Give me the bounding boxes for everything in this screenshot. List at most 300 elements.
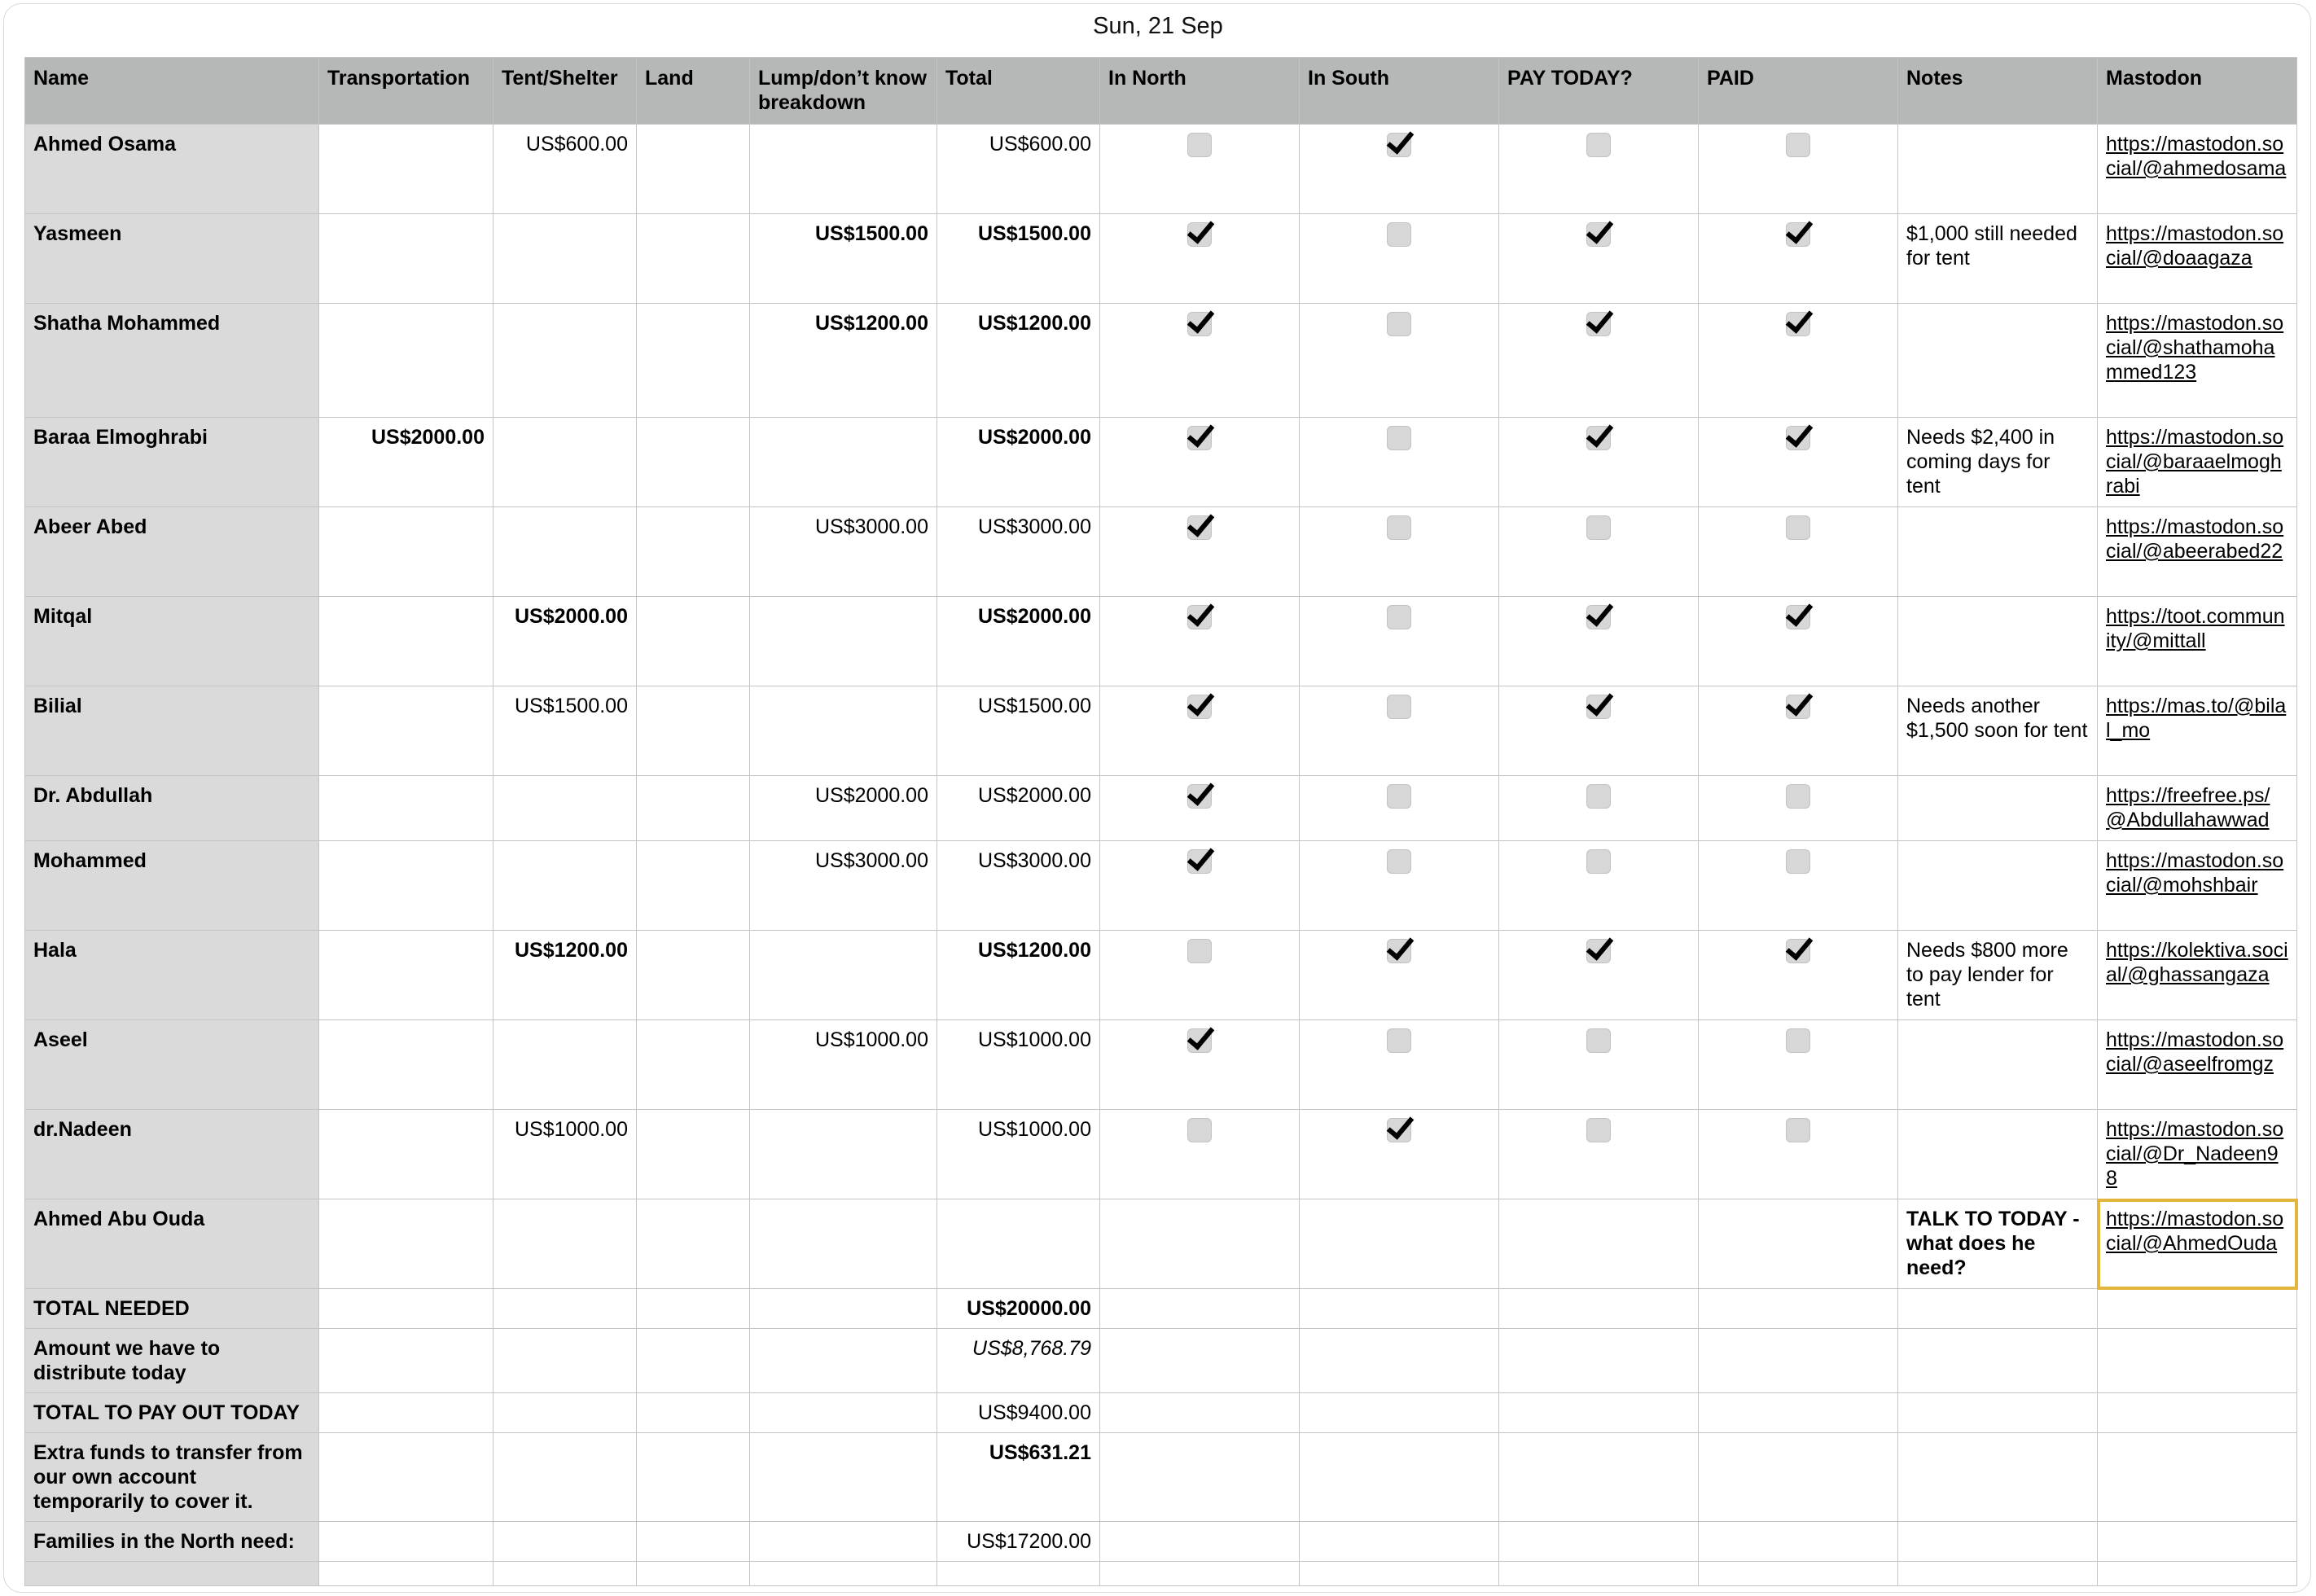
- checkbox-paid[interactable]: [1786, 939, 1810, 963]
- header-name[interactable]: Name: [25, 58, 319, 125]
- checkbox-paid[interactable]: [1786, 133, 1810, 157]
- empty-cell[interactable]: [637, 1522, 750, 1562]
- cell-lump[interactable]: [750, 1110, 937, 1199]
- empty-cell[interactable]: [637, 1562, 750, 1586]
- checkbox-in-south[interactable]: [1387, 605, 1411, 629]
- empty-cell[interactable]: [319, 1289, 493, 1329]
- cell-transportation[interactable]: [319, 686, 493, 776]
- cell-transportation[interactable]: [319, 304, 493, 418]
- cell-transportation[interactable]: US$2000.00: [319, 418, 493, 507]
- empty-cell[interactable]: [637, 1433, 750, 1522]
- cell-name[interactable]: Ahmed Osama: [25, 125, 319, 214]
- mastodon-link[interactable]: https://mastodon.social/@doaagaza: [2106, 222, 2284, 270]
- summary-value[interactable]: US$20000.00: [937, 1289, 1100, 1329]
- checkbox-in-north[interactable]: [1187, 222, 1212, 247]
- checkbox-in-north[interactable]: [1187, 605, 1212, 629]
- cell-in-north[interactable]: [1100, 1020, 1300, 1110]
- cell-notes[interactable]: [1898, 841, 2098, 931]
- cell-in-north[interactable]: [1100, 304, 1300, 418]
- checkbox-pay-today[interactable]: [1586, 1118, 1611, 1142]
- checkbox-pay-today[interactable]: [1586, 426, 1611, 450]
- empty-cell[interactable]: [750, 1522, 937, 1562]
- cell-paid[interactable]: [1699, 597, 1898, 686]
- cell-in-north[interactable]: [1100, 841, 1300, 931]
- header-in-south[interactable]: In South: [1300, 58, 1499, 125]
- empty-cell[interactable]: [2098, 1562, 2297, 1586]
- header-pay-today[interactable]: PAY TODAY?: [1499, 58, 1699, 125]
- empty-cell[interactable]: [319, 1329, 493, 1393]
- empty-cell[interactable]: [1699, 1433, 1898, 1522]
- mastodon-link[interactable]: https://kolektiva.social/@ghassangaza: [2106, 939, 2288, 986]
- empty-cell[interactable]: [1300, 1393, 1499, 1433]
- cell-in-north[interactable]: [1100, 1110, 1300, 1199]
- cell-pay-today[interactable]: [1499, 597, 1699, 686]
- checkbox-pay-today[interactable]: [1586, 784, 1611, 809]
- checkbox-in-north[interactable]: [1187, 426, 1212, 450]
- cell-in-north[interactable]: [1100, 507, 1300, 597]
- empty-cell[interactable]: [1100, 1562, 1300, 1586]
- cell-lump[interactable]: US$1000.00: [750, 1020, 937, 1110]
- cell-pay-today[interactable]: [1499, 507, 1699, 597]
- checkbox-in-south[interactable]: [1387, 133, 1411, 157]
- cell-transportation[interactable]: [319, 214, 493, 304]
- cell-mastodon[interactable]: [2098, 1110, 2297, 1199]
- cell-lump[interactable]: US$3000.00: [750, 841, 937, 931]
- empty-cell[interactable]: [319, 1522, 493, 1562]
- cell-in-north[interactable]: [1100, 214, 1300, 304]
- empty-cell[interactable]: [750, 1433, 937, 1522]
- empty-cell[interactable]: [1499, 1393, 1699, 1433]
- cell-paid[interactable]: [1699, 841, 1898, 931]
- cell-in-south[interactable]: [1300, 686, 1499, 776]
- cell-in-south[interactable]: [1300, 1110, 1499, 1199]
- cell-paid[interactable]: [1699, 304, 1898, 418]
- cell-pay-today[interactable]: [1499, 776, 1699, 841]
- cell-land[interactable]: [637, 304, 750, 418]
- checkbox-paid[interactable]: [1786, 1118, 1810, 1142]
- cell-pay-today[interactable]: [1499, 1199, 1699, 1289]
- summary-value[interactable]: US$631.21: [937, 1433, 1100, 1522]
- checkbox-in-north[interactable]: [1187, 784, 1212, 809]
- checkbox-paid[interactable]: [1786, 605, 1810, 629]
- cell-in-south[interactable]: [1300, 597, 1499, 686]
- cell-notes[interactable]: [1898, 597, 2098, 686]
- cell-notes[interactable]: [1898, 776, 2098, 841]
- empty-cell[interactable]: [1699, 1329, 1898, 1393]
- mastodon-link[interactable]: https://mastodon.social/@Dr_Nadeen98: [2106, 1118, 2284, 1190]
- cell-paid[interactable]: [1699, 931, 1898, 1020]
- cell-land[interactable]: [637, 776, 750, 841]
- checkbox-in-north[interactable]: [1187, 1028, 1212, 1053]
- cell-pay-today[interactable]: [1499, 214, 1699, 304]
- header-paid[interactable]: PAID: [1699, 58, 1898, 125]
- cell-land[interactable]: [637, 214, 750, 304]
- mastodon-link[interactable]: https://mas.to/@bilal_mo: [2106, 695, 2287, 742]
- cell-name[interactable]: Mohammed: [25, 841, 319, 931]
- empty-cell[interactable]: [493, 1433, 637, 1522]
- cell-total[interactable]: US$3000.00: [937, 507, 1100, 597]
- cell-in-south[interactable]: [1300, 1020, 1499, 1110]
- checkbox-in-north[interactable]: [1187, 695, 1212, 719]
- empty-cell[interactable]: [1898, 1522, 2098, 1562]
- cell-in-south[interactable]: [1300, 214, 1499, 304]
- mastodon-link[interactable]: https://mastodon.social/@mohshbair: [2106, 849, 2284, 897]
- cell-transportation[interactable]: [319, 776, 493, 841]
- header-transportation[interactable]: Transportation: [319, 58, 493, 125]
- checkbox-in-north[interactable]: [1187, 312, 1212, 336]
- cell-pay-today[interactable]: [1499, 1020, 1699, 1110]
- empty-cell[interactable]: [750, 1329, 937, 1393]
- cell-tent[interactable]: [493, 841, 637, 931]
- cell-name[interactable]: Shatha Mohammed: [25, 304, 319, 418]
- empty-cell[interactable]: [2098, 1433, 2297, 1522]
- cell-paid[interactable]: [1699, 1020, 1898, 1110]
- cell-lump[interactable]: [750, 418, 937, 507]
- empty-cell[interactable]: [1898, 1289, 2098, 1329]
- cell-mastodon[interactable]: [2098, 125, 2297, 214]
- cell-transportation[interactable]: [319, 931, 493, 1020]
- cell-name[interactable]: dr.Nadeen: [25, 1110, 319, 1199]
- cell-notes[interactable]: [1898, 304, 2098, 418]
- cell-lump[interactable]: US$3000.00: [750, 507, 937, 597]
- cell-tent[interactable]: [493, 214, 637, 304]
- cell-paid[interactable]: [1699, 418, 1898, 507]
- cell-paid[interactable]: [1699, 125, 1898, 214]
- checkbox-in-north[interactable]: [1187, 849, 1212, 874]
- checkbox-pay-today[interactable]: [1586, 605, 1611, 629]
- summary-value[interactable]: US$9400.00: [937, 1393, 1100, 1433]
- cell-name[interactable]: Yasmeen: [25, 214, 319, 304]
- empty-cell[interactable]: [319, 1393, 493, 1433]
- summary-label[interactable]: Amount we have to distribute today: [25, 1329, 319, 1393]
- mastodon-link[interactable]: https://mastodon.social/@aseelfromgz: [2106, 1028, 2284, 1076]
- cell-mastodon[interactable]: [2098, 931, 2297, 1020]
- cell-land[interactable]: [637, 125, 750, 214]
- checkbox-in-south[interactable]: [1387, 784, 1411, 809]
- cell-total[interactable]: [937, 1199, 1100, 1289]
- empty-cell[interactable]: [1100, 1329, 1300, 1393]
- empty-cell[interactable]: [1699, 1393, 1898, 1433]
- checkbox-in-north[interactable]: [1187, 939, 1212, 963]
- checkbox-pay-today[interactable]: [1586, 849, 1611, 874]
- cell-total[interactable]: US$2000.00: [937, 776, 1100, 841]
- cell-lump[interactable]: [750, 931, 937, 1020]
- cell-transportation[interactable]: [319, 1020, 493, 1110]
- cell-mastodon[interactable]: [2098, 776, 2297, 841]
- checkbox-paid[interactable]: [1786, 695, 1810, 719]
- checkbox-in-south[interactable]: [1387, 1028, 1411, 1053]
- cell-paid[interactable]: [1699, 507, 1898, 597]
- checkbox-paid[interactable]: [1786, 312, 1810, 336]
- cell-notes[interactable]: [1898, 1110, 2098, 1199]
- empty-cell[interactable]: [750, 1289, 937, 1329]
- cell-in-north[interactable]: [1100, 931, 1300, 1020]
- cell-name[interactable]: Mitqal: [25, 597, 319, 686]
- header-tent-shelter[interactable]: Tent/Shelter: [493, 58, 637, 125]
- empty-cell[interactable]: [637, 1393, 750, 1433]
- cell-in-north[interactable]: [1100, 686, 1300, 776]
- cell-in-north[interactable]: [1100, 597, 1300, 686]
- cell-tent[interactable]: US$600.00: [493, 125, 637, 214]
- cell-notes[interactable]: [1898, 125, 2098, 214]
- header-land[interactable]: Land: [637, 58, 750, 125]
- cell-total[interactable]: US$1200.00: [937, 931, 1100, 1020]
- checkbox-in-north[interactable]: [1187, 515, 1212, 540]
- checkbox-paid[interactable]: [1786, 515, 1810, 540]
- cell-total[interactable]: US$1000.00: [937, 1020, 1100, 1110]
- cell-mastodon[interactable]: [2098, 686, 2297, 776]
- cell-notes[interactable]: [1898, 1020, 2098, 1110]
- cell-tent[interactable]: [493, 304, 637, 418]
- cell-in-south[interactable]: [1300, 304, 1499, 418]
- empty-cell[interactable]: [1499, 1522, 1699, 1562]
- checkbox-pay-today[interactable]: [1586, 515, 1611, 540]
- checkbox-paid[interactable]: [1786, 849, 1810, 874]
- cell-tent[interactable]: US$1200.00: [493, 931, 637, 1020]
- cell-total[interactable]: US$1200.00: [937, 304, 1100, 418]
- empty-cell[interactable]: [1300, 1522, 1499, 1562]
- cell-total[interactable]: US$1500.00: [937, 686, 1100, 776]
- checkbox-in-south[interactable]: [1387, 1118, 1411, 1142]
- cell-tent[interactable]: US$2000.00: [493, 597, 637, 686]
- header-notes[interactable]: Notes: [1898, 58, 2098, 125]
- empty-cell[interactable]: [1898, 1433, 2098, 1522]
- cell-in-south[interactable]: [1300, 125, 1499, 214]
- cell-transportation[interactable]: [319, 841, 493, 931]
- checkbox-pay-today[interactable]: [1586, 133, 1611, 157]
- empty-cell[interactable]: [1100, 1289, 1300, 1329]
- empty-cell[interactable]: [493, 1562, 637, 1586]
- cell-land[interactable]: [637, 686, 750, 776]
- cell-total[interactable]: US$2000.00: [937, 418, 1100, 507]
- empty-cell[interactable]: [937, 1562, 1100, 1586]
- cell-in-south[interactable]: [1300, 931, 1499, 1020]
- cell-pay-today[interactable]: [1499, 304, 1699, 418]
- empty-cell[interactable]: [1499, 1329, 1699, 1393]
- header-mastodon[interactable]: Mastodon: [2098, 58, 2297, 125]
- cell-mastodon[interactable]: [2098, 214, 2297, 304]
- cell-paid[interactable]: [1699, 776, 1898, 841]
- cell-pay-today[interactable]: [1499, 1110, 1699, 1199]
- cell-lump[interactable]: [750, 597, 937, 686]
- cell-tent[interactable]: US$1000.00: [493, 1110, 637, 1199]
- cell-name[interactable]: Baraa Elmoghrabi: [25, 418, 319, 507]
- empty-cell[interactable]: [1300, 1289, 1499, 1329]
- cell-mastodon[interactable]: [2098, 418, 2297, 507]
- empty-cell[interactable]: [493, 1329, 637, 1393]
- cell-mastodon[interactable]: [2098, 507, 2297, 597]
- cell-in-south[interactable]: [1300, 507, 1499, 597]
- checkbox-in-south[interactable]: [1387, 515, 1411, 540]
- empty-cell[interactable]: [1499, 1562, 1699, 1586]
- checkbox-paid[interactable]: [1786, 426, 1810, 450]
- cell-land[interactable]: [637, 841, 750, 931]
- empty-cell[interactable]: [319, 1433, 493, 1522]
- mastodon-link[interactable]: https://mastodon.social/@ahmedosama: [2106, 133, 2287, 180]
- cell-total[interactable]: US$1500.00: [937, 214, 1100, 304]
- cell-notes[interactable]: Needs $2,400 in coming days for tent: [1898, 418, 2098, 507]
- cell-name[interactable]: Abeer Abed: [25, 507, 319, 597]
- cell-land[interactable]: [637, 418, 750, 507]
- checkbox-in-north[interactable]: [1187, 1118, 1212, 1142]
- cell-pay-today[interactable]: [1499, 686, 1699, 776]
- checkbox-pay-today[interactable]: [1586, 1028, 1611, 1053]
- header-lump[interactable]: Lump/don’t know breakdown: [750, 58, 937, 125]
- cell-lump[interactable]: [750, 1199, 937, 1289]
- mastodon-link[interactable]: https://mastodon.social/@abeerabed22: [2106, 515, 2284, 563]
- empty-cell[interactable]: [2098, 1329, 2297, 1393]
- cell-transportation[interactable]: [319, 597, 493, 686]
- empty-cell[interactable]: [319, 1562, 493, 1586]
- empty-cell[interactable]: [1100, 1522, 1300, 1562]
- empty-cell[interactable]: [2098, 1522, 2297, 1562]
- cell-transportation[interactable]: [319, 1110, 493, 1199]
- checkbox-in-south[interactable]: [1387, 849, 1411, 874]
- empty-cell[interactable]: [750, 1562, 937, 1586]
- mastodon-link[interactable]: https://toot.community/@mittall: [2106, 605, 2285, 652]
- cell-name-empty[interactable]: [25, 1562, 319, 1586]
- cell-name[interactable]: Aseel: [25, 1020, 319, 1110]
- cell-land[interactable]: [637, 931, 750, 1020]
- empty-cell[interactable]: [1699, 1289, 1898, 1329]
- cell-tent[interactable]: [493, 1020, 637, 1110]
- cell-land[interactable]: [637, 1110, 750, 1199]
- empty-cell[interactable]: [493, 1522, 637, 1562]
- cell-tent[interactable]: [493, 776, 637, 841]
- cell-tent[interactable]: [493, 1199, 637, 1289]
- empty-cell[interactable]: [493, 1393, 637, 1433]
- mastodon-link[interactable]: https://mastodon.social/@AhmedOuda: [2106, 1208, 2284, 1255]
- cell-name[interactable]: Ahmed Abu Ouda: [25, 1199, 319, 1289]
- checkbox-in-north[interactable]: [1187, 133, 1212, 157]
- empty-cell[interactable]: [1499, 1289, 1699, 1329]
- mastodon-link[interactable]: https://mastodon.social/@shathamohammed123: [2106, 312, 2284, 384]
- empty-cell[interactable]: [1898, 1329, 2098, 1393]
- empty-cell[interactable]: [2098, 1393, 2297, 1433]
- checkbox-in-south[interactable]: [1387, 695, 1411, 719]
- checkbox-in-south[interactable]: [1387, 222, 1411, 247]
- cell-total[interactable]: US$3000.00: [937, 841, 1100, 931]
- cell-lump[interactable]: US$2000.00: [750, 776, 937, 841]
- empty-cell[interactable]: [1898, 1562, 2098, 1586]
- cell-notes[interactable]: $1,000 still needed for tent: [1898, 214, 2098, 304]
- cell-total[interactable]: US$2000.00: [937, 597, 1100, 686]
- empty-cell[interactable]: [1699, 1522, 1898, 1562]
- cell-land[interactable]: [637, 1199, 750, 1289]
- cell-mastodon[interactable]: [2098, 304, 2297, 418]
- cell-mastodon[interactable]: [2098, 841, 2297, 931]
- summary-label[interactable]: TOTAL TO PAY OUT TODAY: [25, 1393, 319, 1433]
- checkbox-in-south[interactable]: [1387, 312, 1411, 336]
- cell-lump[interactable]: [750, 125, 937, 214]
- empty-cell[interactable]: [637, 1329, 750, 1393]
- checkbox-pay-today[interactable]: [1586, 312, 1611, 336]
- empty-cell[interactable]: [1699, 1562, 1898, 1586]
- cell-lump[interactable]: US$1200.00: [750, 304, 937, 418]
- cell-pay-today[interactable]: [1499, 931, 1699, 1020]
- empty-cell[interactable]: [637, 1289, 750, 1329]
- empty-cell[interactable]: [493, 1289, 637, 1329]
- empty-cell[interactable]: [1100, 1393, 1300, 1433]
- cell-total[interactable]: US$1000.00: [937, 1110, 1100, 1199]
- checkbox-paid[interactable]: [1786, 1028, 1810, 1053]
- cell-total[interactable]: US$600.00: [937, 125, 1100, 214]
- cell-pay-today[interactable]: [1499, 418, 1699, 507]
- cell-name[interactable]: Bilial: [25, 686, 319, 776]
- empty-cell[interactable]: [1100, 1433, 1300, 1522]
- empty-cell[interactable]: [1300, 1329, 1499, 1393]
- checkbox-pay-today[interactable]: [1586, 222, 1611, 247]
- cell-in-north[interactable]: [1100, 418, 1300, 507]
- cell-name[interactable]: Hala: [25, 931, 319, 1020]
- checkbox-paid[interactable]: [1786, 784, 1810, 809]
- cell-in-south[interactable]: [1300, 1199, 1499, 1289]
- cell-notes[interactable]: [1898, 507, 2098, 597]
- cell-in-north[interactable]: [1100, 776, 1300, 841]
- checkbox-in-south[interactable]: [1387, 426, 1411, 450]
- summary-label[interactable]: Families in the North need:: [25, 1522, 319, 1562]
- cell-notes[interactable]: Needs another $1,500 soon for tent: [1898, 686, 2098, 776]
- checkbox-in-south[interactable]: [1387, 939, 1411, 963]
- cell-tent[interactable]: US$1500.00: [493, 686, 637, 776]
- summary-value[interactable]: US$8,768.79: [937, 1329, 1100, 1393]
- mastodon-link[interactable]: https://freefree.ps/@Abdullahawwad: [2106, 784, 2270, 831]
- cell-mastodon[interactable]: [2098, 1020, 2297, 1110]
- cell-lump[interactable]: US$1500.00: [750, 214, 937, 304]
- cell-land[interactable]: [637, 1020, 750, 1110]
- cell-in-north[interactable]: [1100, 1199, 1300, 1289]
- cell-pay-today[interactable]: [1499, 125, 1699, 214]
- checkbox-pay-today[interactable]: [1586, 695, 1611, 719]
- cell-land[interactable]: [637, 597, 750, 686]
- empty-cell[interactable]: [1898, 1393, 2098, 1433]
- empty-cell[interactable]: [2098, 1289, 2297, 1329]
- header-in-north[interactable]: In North: [1100, 58, 1300, 125]
- cell-in-south[interactable]: [1300, 418, 1499, 507]
- cell-paid[interactable]: [1699, 214, 1898, 304]
- empty-cell[interactable]: [1499, 1433, 1699, 1522]
- cell-land[interactable]: [637, 507, 750, 597]
- cell-notes[interactable]: TALK TO TODAY - what does he need?: [1898, 1199, 2098, 1289]
- cell-tent[interactable]: [493, 507, 637, 597]
- cell-mastodon[interactable]: [2098, 1199, 2297, 1289]
- checkbox-paid[interactable]: [1786, 222, 1810, 247]
- mastodon-link[interactable]: https://mastodon.social/@baraaelmoghrabi: [2106, 426, 2284, 498]
- cell-in-north[interactable]: [1100, 125, 1300, 214]
- cell-lump[interactable]: [750, 686, 937, 776]
- cell-mastodon[interactable]: [2098, 597, 2297, 686]
- cell-tent[interactable]: [493, 418, 637, 507]
- summary-value[interactable]: US$17200.00: [937, 1522, 1100, 1562]
- cell-in-south[interactable]: [1300, 776, 1499, 841]
- cell-transportation[interactable]: [319, 507, 493, 597]
- cell-transportation[interactable]: [319, 125, 493, 214]
- empty-cell[interactable]: [1300, 1562, 1499, 1586]
- empty-cell[interactable]: [750, 1393, 937, 1433]
- cell-paid[interactable]: [1699, 1110, 1898, 1199]
- cell-notes[interactable]: Needs $800 more to pay lender for tent: [1898, 931, 2098, 1020]
- cell-name[interactable]: Dr. Abdullah: [25, 776, 319, 841]
- cell-paid[interactable]: [1699, 686, 1898, 776]
- cell-pay-today[interactable]: [1499, 841, 1699, 931]
- cell-paid[interactable]: [1699, 1199, 1898, 1289]
- cell-transportation[interactable]: [319, 1199, 493, 1289]
- empty-cell[interactable]: [1300, 1433, 1499, 1522]
- summary-label[interactable]: Extra funds to transfer from our own account temporarily to cover it.: [25, 1433, 319, 1522]
- header-total[interactable]: Total: [937, 58, 1100, 125]
- summary-label[interactable]: TOTAL NEEDED: [25, 1289, 319, 1329]
- checkbox-pay-today[interactable]: [1586, 939, 1611, 963]
